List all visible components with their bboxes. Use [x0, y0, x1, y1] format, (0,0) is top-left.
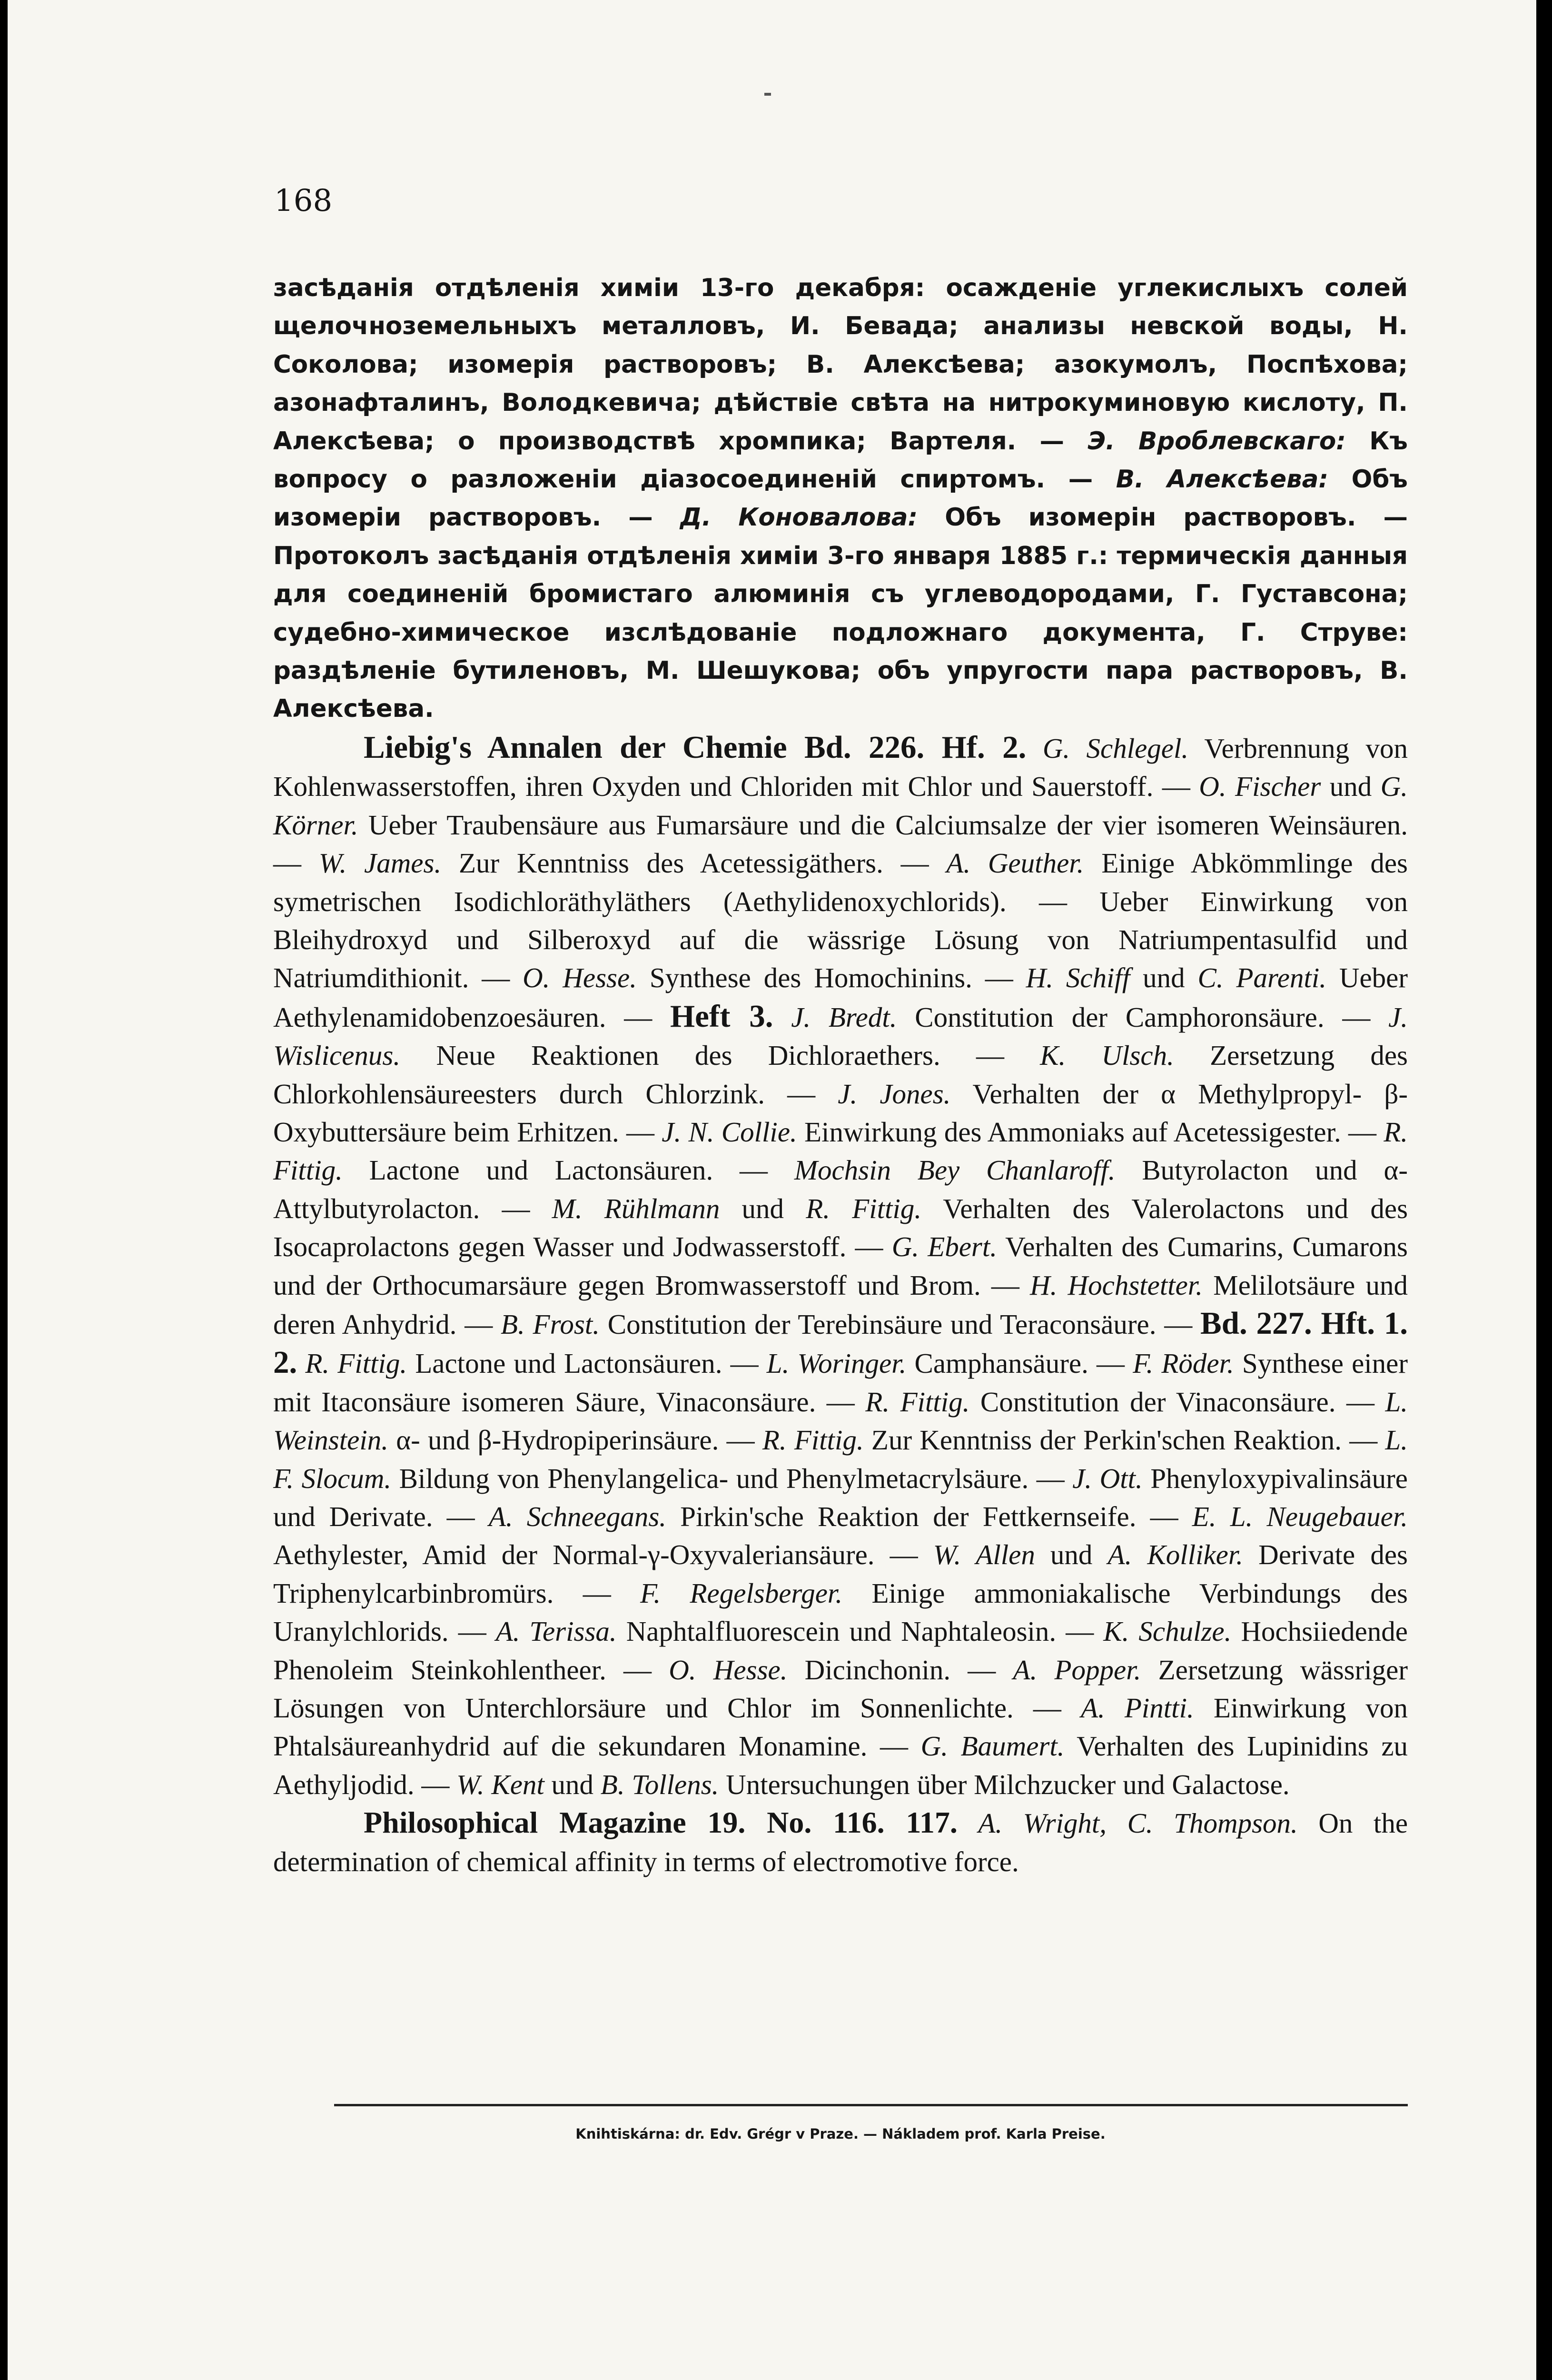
text-run: Synthese des Homochinins. —: [636, 962, 1026, 994]
author-name: H. Hochstetter.: [1030, 1269, 1203, 1301]
author-name: J. Ott.: [1072, 1462, 1143, 1494]
author-name: R. Fittig.: [865, 1386, 970, 1418]
author-name: O. Fischer: [1199, 771, 1321, 803]
printer-footer: Knihtiskárna: dr. Edv. Grégr v Praze. — Nákladem prof. Karla Preise.: [575, 2126, 1106, 2142]
author-name: E. L. Neugebauer.: [1192, 1501, 1408, 1532]
text-run: [958, 1807, 979, 1839]
text-run: Объ изомерін растворовъ. — Протоколъ засѣданія отдѣленія химіи 3-го января 1885 г.: термическія данныя для соединеній бромистаго алюминія съ углеводородами, Г. Густавсона; судебно-химическое изслѣдованіе подложнаго документа, Г. Струве: раздѣленіе бутиленовъ, М. Шешукова; объ упругости пара растворовъ, В. Алексѣева.: [273, 503, 1408, 724]
text-run: Einige Abkömmlinge des symetrischen Isodichloräthyläthers (Aethylidenoxychlorids). — Ueber Einwirkung von Bleihydroxyd und Silberoxyd auf die wässrige Lösung von Natriumpentasulfid und Natriumdithionit. —: [273, 847, 1408, 994]
author-name: W. Kent: [456, 1768, 544, 1800]
text-run: Verhalten der α Methylpropyl- β-Oxybuttersäure beim Erhitzen. —: [273, 1078, 1408, 1148]
text-run: Ueber Aethylenamidobenzoesäuren. —: [273, 962, 1408, 1033]
text-run: Zur Kenntniss der Perkin'schen Reaktion. —: [863, 1424, 1385, 1456]
text-run: Melilotsäure und deren Anhydrid. —: [273, 1269, 1408, 1340]
text-run: [773, 1002, 791, 1033]
author-name: F. Regelsberger.: [640, 1577, 843, 1609]
paragraph-liebigs-annalen: [273, 728, 1408, 1804]
text-run: Verbrennung von Kohlenwasserstoffen, ihren Oxyden und Chloriden mit Chlor und Sauerstoff. —: [273, 732, 1408, 803]
journal-heading: Bd. 227. Hft. 1. 2.: [273, 1305, 1408, 1380]
journal-heading: Liebig's Annalen der Chemie Bd. 226. Hf. 2.: [364, 729, 1027, 765]
text-run: Къ вопросу о разложеніи діазосоединеній спиртомъ. —: [273, 426, 1408, 494]
text-run: Verhalten des Lupinidins zu Aethyljodid. —: [273, 1730, 1408, 1800]
author-name: Д. Коновалова:: [680, 503, 918, 532]
text-run: Neue Reaktionen des Dichloraethers. —: [400, 1040, 1040, 1071]
author-name: M. Rühlmann: [552, 1192, 720, 1224]
author-name: G. Schlegel.: [1042, 732, 1189, 764]
text-run: Aethylester, Amid der Normal-γ-Oxyvaleriansäure. —: [273, 1539, 933, 1571]
author-name: K. Ulsch.: [1040, 1040, 1174, 1071]
author-name: O. Hesse.: [669, 1654, 788, 1686]
author-name: A. Schneegans.: [488, 1501, 667, 1532]
author-name: G. Ebert.: [891, 1231, 998, 1263]
author-name: W. James.: [318, 847, 442, 879]
text-run: Einige ammoniakalische Verbindungs des Uranylchlorids. —: [273, 1577, 1408, 1647]
paragraph-russian-protocol: [273, 269, 1408, 728]
text-run: Constitution der Terebinsäure und Teraconsäure. —: [599, 1308, 1201, 1340]
author-name: W. Allen: [933, 1539, 1035, 1571]
author-name: A. Popper.: [1013, 1654, 1141, 1686]
text-run: Camphansäure. —: [906, 1348, 1133, 1379]
author-name: B. Frost.: [500, 1308, 600, 1340]
author-name: J. N. Collie.: [662, 1116, 797, 1148]
author-name: Э. Вроблевскаго:: [1087, 426, 1346, 456]
body-text: [273, 269, 1408, 1881]
text-run: Pirkin'sche Reaktion der Fettkernseife. —: [666, 1501, 1192, 1532]
text-run: Butyrolacton und α-Attylbutyrolacton. —: [273, 1154, 1408, 1224]
text-run: Untersuchungen über Milchzucker und Galactose.: [719, 1768, 1290, 1800]
text-run: und: [1035, 1539, 1108, 1571]
author-name: A. Kolliker.: [1107, 1539, 1244, 1571]
text-run: [1026, 733, 1042, 764]
author-name: L. F. Slocum.: [273, 1424, 1408, 1494]
author-name: H. Schiff: [1026, 962, 1130, 994]
document-page: [8, 0, 1536, 2380]
text-run: On the determination of chemical affinity in terms of electromotive force.: [273, 1807, 1408, 1877]
text-run: Объ изомеріи растворовъ. —: [273, 465, 1408, 532]
author-name: J. Bredt.: [791, 1001, 897, 1033]
author-name: A. Wright, C. Thompson.: [978, 1807, 1298, 1839]
text-run: Ueber Traubensäure aus Fumarsäure und die Calciumsalze der vier isomeren Weinsäuren. —: [273, 809, 1408, 879]
text-run: Einwirkung des Ammoniaks auf Acetessigester. —: [797, 1116, 1384, 1148]
footer-rule: [334, 2104, 1408, 2106]
text-run: Lactone und Lactonsäuren. —: [407, 1348, 767, 1379]
author-name: J. Wislicenus.: [273, 1001, 1408, 1071]
author-name: A. Terissa.: [495, 1616, 617, 1647]
author-name: Mochsin Bey Chanlaroff.: [794, 1154, 1116, 1186]
author-name: O. Hesse.: [523, 962, 637, 994]
author-name: R. Fittig.: [762, 1424, 864, 1456]
text-run: засѣданія отдѣленія химіи 13-го декабря: осажденіе углекислыхъ солей щелочноземельныхъ металловъ, И. Бевада; анализы невской воды, Н. Соколова; изомерія растворовъ; В. Алексѣева; азокумолъ, Поспѣхова; азонафталинъ, Володкевича; дѣйствіе свѣта на нитрокуминовую кислоту, П. Алексѣева; о производствѣ хромпика; Вартеля. —: [273, 274, 1408, 456]
text-run: Zersetzung wässriger Lösungen von Unterchlorsäure und Chlor im Sonnenlichte. —: [273, 1654, 1408, 1724]
text-run: Synthese einer mit Itaconsäure isomeren Säure, Vinaconsäure. —: [273, 1348, 1408, 1418]
text-run: und: [720, 1192, 806, 1224]
text-run: Constitution der Camphoronsäure. —: [897, 1001, 1389, 1033]
author-name: C. Parenti.: [1197, 962, 1326, 994]
author-name: R. Fittig.: [806, 1192, 922, 1224]
author-name: L. Woringer.: [766, 1348, 907, 1379]
text-run: Bildung von Phenylangelica- und Phenylmetacrylsäure. —: [391, 1462, 1073, 1494]
text-run: Zersetzung des Chlorkohlensäureesters durch Chlorzink. —: [273, 1040, 1408, 1110]
author-name: R. Fittig.: [273, 1116, 1408, 1186]
text-run: Einwirkung von Phtalsäureanhydrid auf die sekundaren Monamine. —: [273, 1692, 1408, 1762]
author-name: G. Körner.: [273, 771, 1408, 841]
author-name: A. Pintti.: [1080, 1692, 1194, 1724]
text-run: [297, 1348, 305, 1379]
text-run: Naphtalfluorescein und Naphtaleosin. —: [616, 1616, 1104, 1647]
author-name: L. Weinstein.: [273, 1386, 1408, 1456]
journal-heading: Philosophical Magazine 19. No. 116. 117.: [364, 1805, 958, 1840]
author-name: F. Röder.: [1133, 1348, 1234, 1379]
author-name: G. Baumert.: [920, 1730, 1065, 1762]
paragraph-philosophical-magazine: [273, 1804, 1408, 1881]
text-run: und: [1321, 771, 1381, 803]
text-run: Verhalten des Cumarins, Cumarons und der Orthocumarsäure gegen Bromwasserstoff und Brom. —: [273, 1231, 1408, 1301]
text-run: Dicinchonin. —: [787, 1654, 1013, 1686]
text-run: Phenyloxypivalinsäure und Derivate. —: [273, 1462, 1408, 1532]
text-run: und: [1130, 962, 1198, 994]
author-name: J. Jones.: [838, 1078, 951, 1110]
author-name: R. Fittig.: [305, 1348, 407, 1379]
text-run: Hochsiiedende Phenoleim Steinkohlentheer. —: [273, 1616, 1408, 1686]
author-name: A. Geuther.: [946, 847, 1084, 879]
text-run: Lactone und Lactonsäuren. —: [342, 1154, 794, 1186]
author-name: K. Schulze.: [1103, 1616, 1232, 1647]
text-run: Constitution der Vinaconsäure. —: [969, 1386, 1385, 1418]
page-number: 168: [274, 183, 333, 218]
text-run: Derivate des Triphenylcarbinbromürs. —: [273, 1539, 1408, 1609]
print-speck: [764, 93, 771, 96]
text-run: Verhalten des Valerolactons und des Isocaprolactons gegen Wasser und Jodwasserstoff. —: [273, 1192, 1408, 1263]
author-name: B. Tollens.: [600, 1768, 719, 1800]
author-name: В. Алексѣева:: [1116, 465, 1328, 494]
text-run: α- und β-Hydropiperinsäure. —: [388, 1424, 762, 1456]
journal-heading: Heft 3.: [670, 998, 773, 1034]
text-run: Zur Kenntniss des Acetessigäthers. —: [441, 847, 947, 879]
text-run: und: [544, 1768, 601, 1800]
